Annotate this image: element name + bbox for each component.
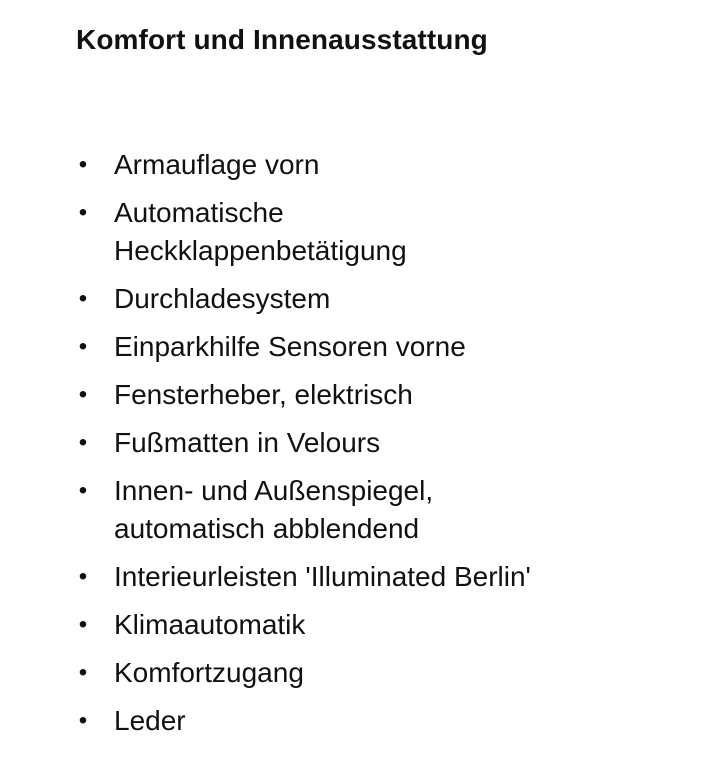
list-item-line: Klimaautomatik: [114, 609, 306, 640]
list-item-line: Innen- und Außenspiegel,: [114, 475, 434, 506]
section-title: Komfort und Innenausstattung: [76, 24, 488, 55]
list-item-komfortzugang: [0, 654, 712, 692]
list-item-line: Einparkhilfe Sensoren vorne: [114, 331, 466, 362]
bullet-icon: •: [78, 659, 88, 686]
feature-list: [0, 146, 712, 750]
list-item-line: Armauflage vorn: [114, 149, 320, 180]
list-item-line: Automatische: [114, 197, 284, 228]
list-item-line: Durchladesystem: [114, 283, 331, 314]
list-item-durchladesystem: [0, 280, 712, 318]
list-item-klimaautomatik: [0, 606, 712, 644]
list-item-text: [114, 472, 712, 548]
bullet-icon: •: [78, 429, 88, 456]
list-item-line: Leder: [114, 705, 186, 736]
bullet-icon: •: [78, 563, 88, 590]
list-item-text: [114, 606, 712, 644]
bullet-icon: •: [78, 477, 88, 504]
bullet-icon: •: [78, 381, 88, 408]
list-item-interieurleisten: [0, 558, 712, 596]
list-item-einparkhilfe: [0, 328, 712, 366]
bullet-icon: •: [78, 707, 88, 734]
list-item-armauflage: [0, 146, 712, 184]
list-item-text: [114, 280, 712, 318]
bullet-icon: •: [78, 285, 88, 312]
list-item-automatische-heckklappe: [0, 194, 712, 270]
list-item-line: Fußmatten in Velours: [114, 427, 381, 458]
list-item-leder: [0, 702, 712, 740]
bullet-icon: •: [78, 333, 88, 360]
list-item-line: Fensterheber, elektrisch: [114, 379, 413, 410]
list-item-text: [114, 424, 712, 462]
list-item-spiegel: [0, 472, 712, 548]
bullet-icon: •: [78, 151, 88, 178]
list-item-text: [114, 146, 712, 184]
list-item-line: automatisch abblendend: [114, 513, 420, 544]
list-item-fensterheber: [0, 376, 712, 414]
list-item-text: [114, 558, 712, 596]
list-item-fussmatten: [0, 424, 712, 462]
list-item-line: Interieurleisten 'Illuminated Berlin': [114, 561, 531, 592]
list-item-text: [114, 654, 712, 692]
bullet-icon: •: [78, 199, 88, 226]
bullet-icon: •: [78, 611, 88, 638]
list-item-text: [114, 194, 712, 270]
list-item-text: [114, 328, 712, 366]
list-item-text: [114, 376, 712, 414]
list-item-text: [114, 702, 712, 740]
list-item-line: Heckklappenbetätigung: [114, 235, 407, 266]
list-item-line: Komfortzugang: [114, 657, 304, 688]
